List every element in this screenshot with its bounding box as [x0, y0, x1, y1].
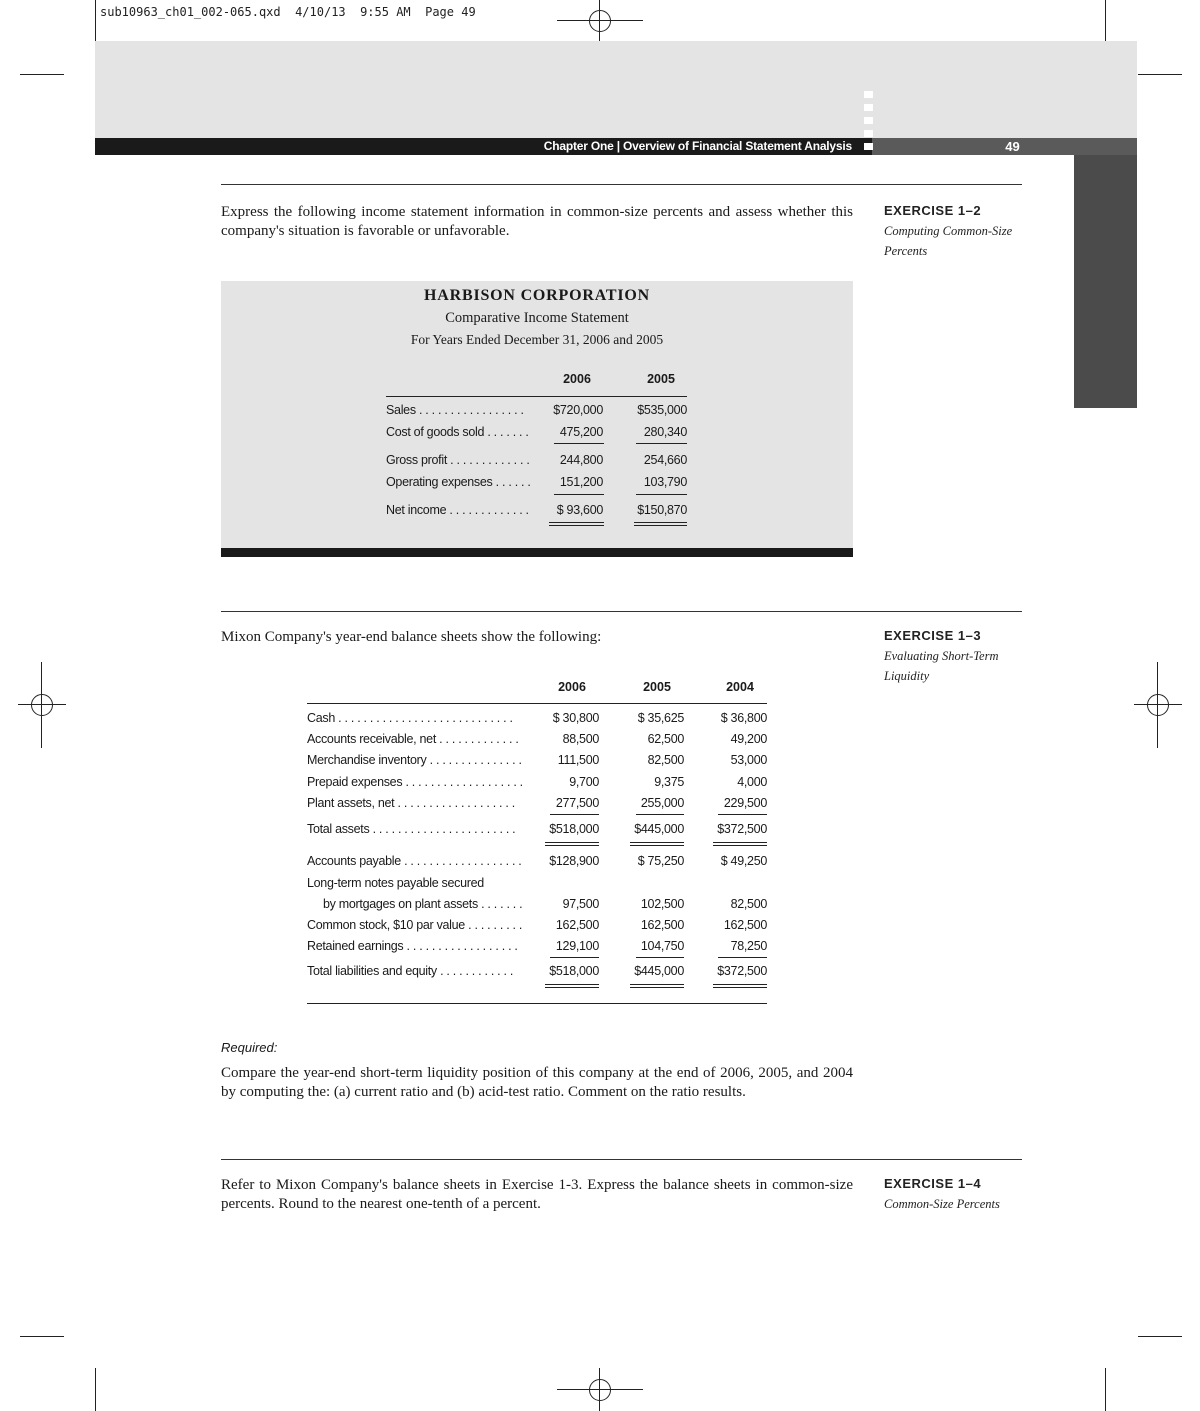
income-statement-bar [221, 548, 853, 557]
table-cell: $ 36,800 [720, 711, 767, 725]
section-rule [221, 611, 1022, 612]
table-cell: $372,500 [717, 822, 767, 836]
slug-line: sub10963_ch01_002-065.qxd 4/10/13 9:55 AM Page 49 [100, 5, 476, 19]
table-row-label: Prepaid expenses . . . . . . . . . . . . . . . . . . . [307, 775, 523, 789]
table-row-label: Accounts receivable, net . . . . . . . . . . . . . [307, 732, 519, 746]
table-cell: 104,750 [640, 939, 684, 953]
exercise-title: EXERCISE 1–3 [884, 628, 982, 643]
column-header: 2006 [563, 372, 591, 386]
exercise-1-3-label [884, 628, 1034, 686]
table-cell: $518,000 [549, 822, 599, 836]
table-row-label: Cost of goods sold . . . . . . . [386, 425, 529, 439]
table-cell: 82,500 [647, 753, 684, 767]
table-cell: $128,900 [549, 854, 599, 868]
side-tab [1074, 155, 1137, 408]
exercise-1-2-label [884, 203, 1034, 261]
table-cell: 475,200 [559, 425, 603, 439]
table-cell: $ 49,250 [720, 854, 767, 868]
table-cell: $ 30,800 [552, 711, 599, 725]
table-cell: 97,500 [562, 897, 599, 911]
table-row-label: Cash . . . . . . . . . . . . . . . . . . . . . . . . . . . . [307, 711, 513, 725]
table-cell: 162,500 [555, 918, 599, 932]
table-cell: $150,870 [637, 503, 687, 517]
table-cell: 4,000 [737, 775, 767, 789]
table-cell: $ 75,250 [637, 854, 684, 868]
exercise-1-3-prompt: Mixon Company's year-end balance sheets show the following: [221, 629, 602, 645]
table-cell: $535,000 [637, 403, 687, 417]
section-rule [221, 1159, 1022, 1160]
exercise-subtitle: Computing Common-Size Percents [884, 224, 1013, 258]
table-cell: $518,000 [549, 964, 599, 978]
header-band [95, 41, 1137, 138]
table-cell: 229,500 [723, 796, 767, 810]
table-cell: 162,500 [640, 918, 684, 932]
exercise-1-2-prompt: Express the following income statement information in common-size percents and assess whether this company's situation is favorable or unfavorable. [221, 204, 853, 239]
table-cell: 151,200 [559, 475, 603, 489]
table-cell: 82,500 [730, 897, 767, 911]
table-cell: 9,375 [654, 775, 684, 789]
required-heading: Required: [221, 1040, 278, 1055]
table-cell: 255,000 [640, 796, 684, 810]
table-cell: 53,000 [730, 753, 767, 767]
section-rule [221, 184, 1022, 185]
column-header: 2004 [726, 680, 754, 694]
table-cell: 254,660 [643, 453, 687, 467]
table-cell: 277,500 [555, 796, 599, 810]
table-row-label: by mortgages on plant assets . . . . . . . [323, 897, 523, 911]
page-number: 49 [1005, 139, 1020, 154]
exercise-title: EXERCISE 1–4 [884, 1176, 982, 1191]
table-cell: $ 35,625 [637, 711, 684, 725]
table-cell: 62,500 [647, 732, 684, 746]
table-row-label: Plant assets, net . . . . . . . . . . . . . . . . . . . [307, 796, 515, 810]
exercise-1-4-prompt: Refer to Mixon Company's balance sheets in Exercise 1-3. Express the balance sheets in common-size percents. Round to the nearest one-tenth of a percent. [221, 1177, 853, 1212]
table-cell: 111,500 [557, 753, 599, 767]
table-cell: 49,200 [730, 732, 767, 746]
statement-period: For Years Ended December 31, 2006 and 2005 [410, 332, 664, 347]
table-row-label: Total assets . . . . . . . . . . . . . . . . . . . . . . . [307, 822, 516, 836]
running-head: Chapter One | Overview of Financial Statement Analysis [543, 139, 852, 153]
exercise-subtitle: Common-Size Percents [884, 1197, 1000, 1211]
table-cell: 162,500 [723, 918, 767, 932]
table-cell: $372,500 [717, 964, 767, 978]
company-name: HARBISON CORPORATION [424, 287, 650, 304]
table-row-label: Total liabilities and equity . . . . . . . . . . . . [307, 964, 514, 978]
table-cell: 103,790 [643, 475, 687, 489]
exercise-title: EXERCISE 1–2 [884, 203, 982, 218]
table-cell: $445,000 [634, 822, 684, 836]
table-cell: 129,100 [555, 939, 599, 953]
table-cell: 9,700 [569, 775, 599, 789]
table-row-label: Net income . . . . . . . . . . . . . [386, 503, 529, 517]
table-row-label: Accounts payable . . . . . . . . . . . . . . . . . . . [307, 854, 522, 868]
statement-title: Comparative Income Statement [445, 310, 629, 326]
table-row-label: Common stock, $10 par value . . . . . . . . . [307, 918, 523, 932]
table-cell: $445,000 [634, 964, 684, 978]
exercise-1-4-label [884, 1176, 1034, 1214]
table-row-label: Operating expenses . . . . . . [386, 475, 531, 489]
exercise-subtitle: Evaluating Short-Term Liquidity [884, 649, 999, 683]
table-cell: 88,500 [562, 732, 599, 746]
header-rule [307, 703, 767, 704]
column-header: 2005 [647, 372, 675, 386]
table-row-label: Long-term notes payable secured [307, 876, 484, 890]
table-cell: 102,500 [640, 897, 684, 911]
table-cell: $ 93,600 [556, 503, 603, 517]
header-rule [386, 396, 687, 397]
table-cell: 244,800 [559, 453, 603, 467]
table-row-label: Retained earnings . . . . . . . . . . . . . . . . . . [307, 939, 518, 953]
column-header: 2006 [558, 680, 586, 694]
table-cell: $720,000 [553, 403, 603, 417]
table-row-label: Sales . . . . . . . . . . . . . . . . . [386, 403, 524, 417]
table-row-label: Merchandise inventory . . . . . . . . . . . . . . . [307, 753, 522, 767]
table-row-label: Gross profit . . . . . . . . . . . . . [386, 453, 530, 467]
required-text: Compare the year-end short-term liquidity position of this company at the end of 2006, 2005, and 2004 by computing the: (a) current ratio and (b) acid-test ratio. Comment on the ratio results. [221, 1065, 853, 1100]
table-cell: 280,340 [643, 425, 687, 439]
column-header: 2005 [643, 680, 671, 694]
table-cell: 78,250 [730, 939, 767, 953]
